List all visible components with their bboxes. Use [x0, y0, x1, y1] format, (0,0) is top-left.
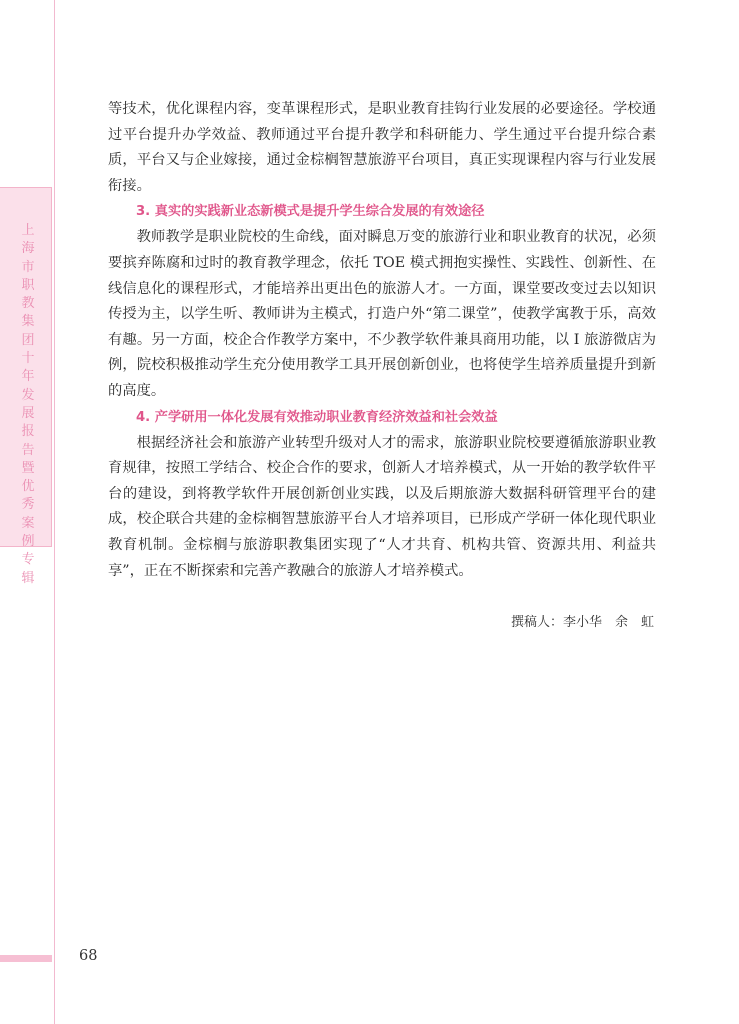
sidebar-title-char: 教	[21, 296, 35, 312]
sidebar-title-char: 市	[21, 259, 35, 275]
sidebar-title-char: 上	[21, 223, 35, 238]
sidebar-title-char: 案	[21, 515, 35, 531]
section-heading-4: 4. 产学研用一体化发展有效推动职业教育经济效益和社会效益	[136, 409, 498, 425]
paragraph-3: 根据经济社会和旅游产业转型升级对人才的需求，旅游职业院校要遵循旅游职业教育规律，按照工学结合、校企合作的要求，创新人才培养模式，从一开始的教学软件平台的建设，到将教学软件开展创新创业实践，以及后期旅游大数据科研管理平台的建成，校企联合共建的金棕榈智慧旅游平台人才培养项目，已形成产学研一体化现代职业教育机制。金棕榈与旅游职教集团实现了“人才共育、机构共管、资源共用、利益共享”，正在不断探索和完善产教融合的旅游人才培养模式。	[108, 434, 656, 579]
paragraph-2: 教师教学是职业院校的生命线，面对瞬息万变的旅游行业和职业教育的状况，必须要摈弃陈腐和过时的教育教学理念，依托 TOE 模式拥抱实操性、实践性、创新性、在线信息化的课程形式，才能培养出更出色的旅游人才。一方面，课堂要改变过去以知识传授为主，以学生听、教师讲为主模式，打造户外“第二课堂”，使教学寓教于乐，高效有趣。另一方面，校企合作教学方案中，不少教学软件兼具商用功能，以 I 旅游微店为例，院校积极推动学生充分使用教学工具开展创新创业，也将使学生培养质量提升到新的高度。	[108, 229, 656, 399]
sidebar-title-char: 秀	[21, 497, 35, 513]
sidebar-title-char: 年	[21, 369, 35, 385]
page-margin-line	[54, 0, 55, 1024]
main-content	[108, 97, 656, 630]
author-credit: 撰稿人：李小华 余 虹	[510, 615, 654, 631]
paragraph-1: 等技术，优化课程内容，变革课程形式，是职业教育挂钩行业发展的必要途径。学校通过平台提升办学效益、教师通过平台提升教学和科研能力、学生通过平台提升综合素质，平台又与企业嫁接，通过金棕榈智慧旅游平台项目，真正实现课程内容与行业发展衔接。	[108, 101, 656, 194]
sidebar-title-char: 团	[21, 332, 35, 348]
section-heading-3: 3. 真实的实践新业态新模式是提升学生综合发展的有效途径	[136, 204, 485, 220]
sidebar-title-char: 专	[21, 552, 35, 568]
page-number: 68	[79, 948, 98, 964]
sidebar-title-char: 展	[21, 405, 35, 421]
footer-bar	[0, 955, 52, 962]
sidebar-title-char: 集	[21, 314, 35, 330]
sidebar-title	[18, 222, 38, 588]
sidebar-title-char: 例	[21, 534, 35, 550]
sidebar-title-char: 十	[21, 351, 35, 367]
sidebar-title-char: 职	[21, 277, 35, 293]
sidebar-title-char: 暨	[21, 460, 35, 476]
sidebar-title-char: 发	[21, 387, 35, 403]
sidebar-title-char: 告	[21, 442, 35, 458]
sidebar-title-char: 报	[21, 424, 35, 440]
sidebar-title-char: 海	[21, 241, 35, 257]
sidebar-title-char: 辑	[21, 570, 35, 586]
sidebar-title-char: 优	[21, 479, 35, 495]
